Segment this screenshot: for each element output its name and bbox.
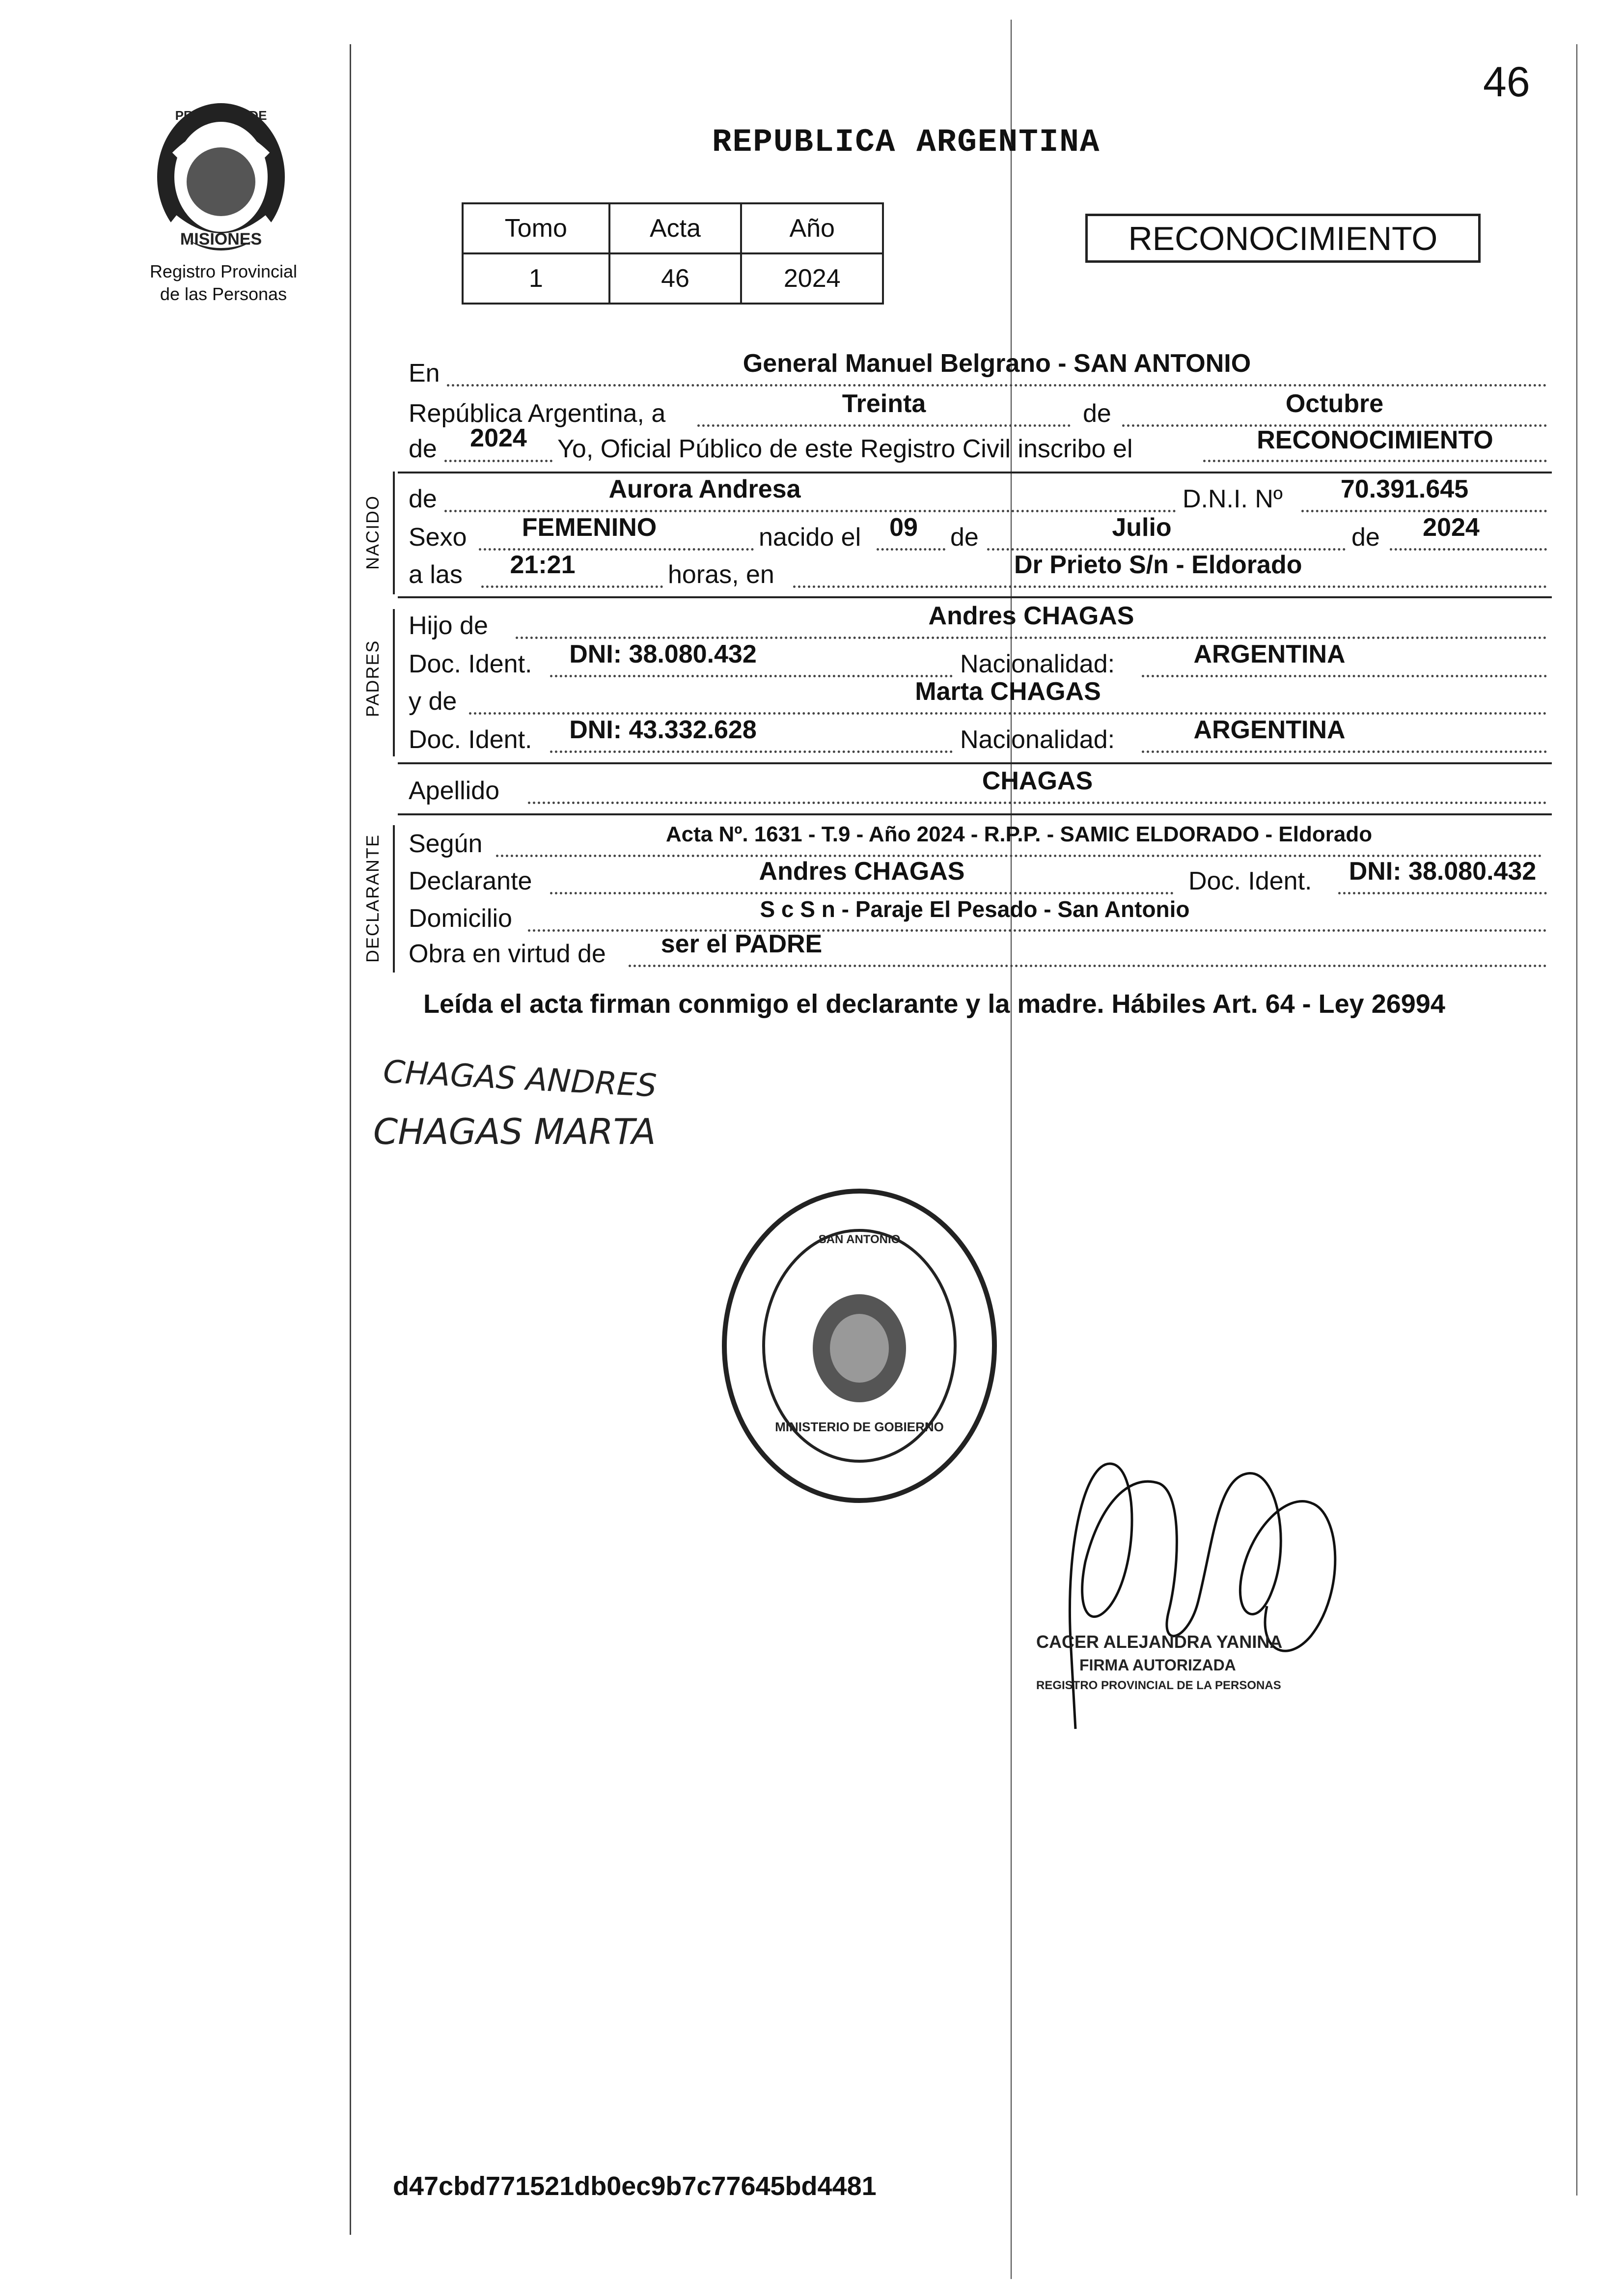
handwritten-signature-1: CHAGAS ANDRES bbox=[382, 1054, 658, 1105]
inscribe-value: RECONOCIMIENTO bbox=[1257, 426, 1493, 454]
nacido-de-label2: de bbox=[950, 523, 979, 552]
mother-doc-label: Doc. Ident. bbox=[409, 725, 532, 754]
record-table-header-row bbox=[463, 203, 883, 253]
de2-label: de bbox=[409, 435, 437, 463]
time-dotline bbox=[481, 585, 663, 588]
dni-dotline bbox=[1301, 510, 1547, 512]
mother-nationality: ARGENTINA bbox=[1193, 716, 1346, 744]
padres-bracket bbox=[393, 609, 395, 756]
country-title: REPUBLICA ARGENTINA bbox=[712, 124, 1101, 161]
apellido-label: Apellido bbox=[409, 777, 500, 805]
oficial-text: Yo, Oficial Público de este Registro Civil inscribo el bbox=[557, 435, 1133, 463]
table-header-tomo: Tomo bbox=[463, 203, 609, 253]
registry-seal bbox=[717, 1184, 1002, 1508]
nacido-de-label3: de bbox=[1351, 523, 1380, 552]
mother-name: Marta CHAGAS bbox=[915, 677, 1101, 706]
de-label: de bbox=[1083, 399, 1111, 428]
table-value-tomo: 1 bbox=[463, 253, 609, 304]
obra-dotline bbox=[629, 965, 1547, 967]
hijo-label: Hijo de bbox=[409, 612, 488, 640]
horas-label: horas, en bbox=[668, 560, 774, 589]
declarante-section-label: DECLARANTE bbox=[362, 834, 383, 963]
apellido-dotline bbox=[528, 802, 1547, 804]
birth-place: Dr Prieto S/n - Eldorado bbox=[1014, 551, 1302, 579]
seal-inner-top: SAN ANTONIO bbox=[818, 1233, 901, 1246]
en-dotline bbox=[447, 384, 1547, 387]
segun-value: Acta Nº. 1631 - T.9 - Año 2024 - R.P.P. - SAMIC ELDORADO - Eldorado bbox=[665, 822, 1373, 846]
declarante-bracket bbox=[393, 825, 395, 973]
registry-name-line1: Registro Provincial bbox=[149, 261, 298, 281]
father-name: Andres CHAGAS bbox=[928, 602, 1134, 630]
official-office: REGISTRO PROVINCIAL DE LA PERSONAS bbox=[1036, 1679, 1281, 1692]
birth-day-dotline bbox=[877, 548, 945, 551]
mother-dotline bbox=[469, 712, 1547, 715]
nacido-de-label: de bbox=[409, 485, 437, 513]
official-name: CACER ALEJANDRA YANINA bbox=[1036, 1632, 1283, 1652]
document-hash: d47cbd771521db0ec9b7c77645bd4481 bbox=[393, 2171, 877, 2201]
closing-text: Leída el acta firman conmigo el declarante y la madre. Hábiles Art. 64 - Ley 26994 bbox=[423, 989, 1445, 1019]
declarante-doc-dotline bbox=[1338, 892, 1547, 894]
declarante-doc: DNI: 38.080.432 bbox=[1349, 857, 1537, 886]
nacido-name-dotline bbox=[444, 510, 1176, 512]
separator-1 bbox=[398, 472, 1552, 473]
father-doc: DNI: 38.080.432 bbox=[569, 640, 757, 668]
day-dotline bbox=[697, 424, 1071, 427]
birth-year: 2024 bbox=[1423, 513, 1480, 542]
segun-label: Según bbox=[409, 830, 483, 858]
dni-label: D.N.I. Nº bbox=[1183, 485, 1283, 513]
official-signature bbox=[1056, 1444, 1360, 1739]
nacido-name: Aurora Andresa bbox=[608, 475, 801, 503]
father-nat-label: Nacionalidad: bbox=[960, 650, 1115, 678]
nacido-section-label: NACIDO bbox=[362, 495, 383, 570]
day-value: Treinta bbox=[842, 389, 926, 418]
father-nationality: ARGENTINA bbox=[1193, 640, 1346, 668]
separator-3 bbox=[398, 762, 1552, 764]
padres-section-label: PADRES bbox=[362, 640, 383, 717]
sexo-value: FEMENINO bbox=[522, 513, 657, 542]
mother-nat-dotline bbox=[1142, 751, 1547, 753]
nacido-bracket bbox=[393, 472, 395, 594]
en-value: General Manuel Belgrano - SAN ANTONIO bbox=[743, 349, 1251, 378]
page-number: 46 bbox=[1483, 58, 1530, 106]
sexo-label: Sexo bbox=[409, 523, 467, 552]
separator-2 bbox=[398, 596, 1552, 598]
nacido-dni: 70.391.645 bbox=[1340, 475, 1469, 503]
table-header-acta: Acta bbox=[609, 203, 742, 253]
left-margin-line bbox=[350, 44, 351, 2235]
apellido-value: CHAGAS bbox=[982, 767, 1093, 795]
logo-text-bottom: MISIONES bbox=[180, 230, 262, 249]
seal-inner-text: MINISTERIO DE GOBIERNO bbox=[775, 1419, 944, 1434]
record-table bbox=[462, 202, 884, 305]
alas-label: a las bbox=[409, 560, 463, 589]
official-title: FIRMA AUTORIZADA bbox=[1079, 1656, 1236, 1674]
birth-day: 09 bbox=[889, 513, 918, 542]
year-value: 2024 bbox=[470, 424, 527, 452]
place-dotline bbox=[793, 585, 1547, 588]
inscribe-dotline bbox=[1203, 460, 1547, 462]
document-type-box bbox=[1085, 214, 1481, 263]
declarante-dotline bbox=[550, 892, 1174, 894]
mother-doc: DNI: 43.332.628 bbox=[569, 716, 757, 744]
year-dotline bbox=[444, 460, 552, 462]
record-table-value-row bbox=[463, 253, 883, 304]
registry-name-line2: de las Personas bbox=[160, 284, 287, 304]
yde-label: y de bbox=[409, 687, 457, 716]
table-value-acta: 46 bbox=[609, 253, 742, 304]
obra-value: ser el PADRE bbox=[661, 930, 823, 958]
birth-time: 21:21 bbox=[510, 551, 576, 579]
table-header-anio: Año bbox=[741, 203, 883, 253]
obra-label: Obra en virtud de bbox=[409, 940, 606, 968]
declarante-label: Declarante bbox=[409, 867, 532, 895]
birth-year-dotline bbox=[1390, 548, 1547, 551]
en-label: En bbox=[409, 359, 440, 388]
father-dotline bbox=[516, 637, 1547, 639]
birth-month: Julio bbox=[1112, 513, 1172, 542]
table-value-anio: 2024 bbox=[741, 253, 883, 304]
domicilio-value: S c S n - Paraje El Pesado - San Antonio bbox=[760, 896, 1190, 922]
handwritten-signature-2: CHAGAS MARTA bbox=[373, 1111, 656, 1152]
logo-text-top: PROVINCIA DE bbox=[175, 108, 267, 123]
mother-doc-dotline bbox=[550, 751, 953, 753]
declarante-value: Andres CHAGAS bbox=[759, 857, 965, 886]
father-doc-label: Doc. Ident. bbox=[409, 650, 532, 678]
republica-label: República Argentina, a bbox=[409, 399, 666, 428]
month-value: Octubre bbox=[1285, 389, 1384, 418]
nacido-el-label: nacido el bbox=[759, 523, 861, 552]
domicilio-label: Domicilio bbox=[409, 904, 512, 933]
declarante-doc-label: Doc. Ident. bbox=[1188, 867, 1312, 895]
separator-4 bbox=[398, 813, 1552, 815]
mother-nat-label: Nacionalidad: bbox=[960, 725, 1115, 754]
right-margin-line bbox=[1576, 44, 1577, 2196]
document-type: RECONOCIMIENTO bbox=[1128, 220, 1438, 257]
